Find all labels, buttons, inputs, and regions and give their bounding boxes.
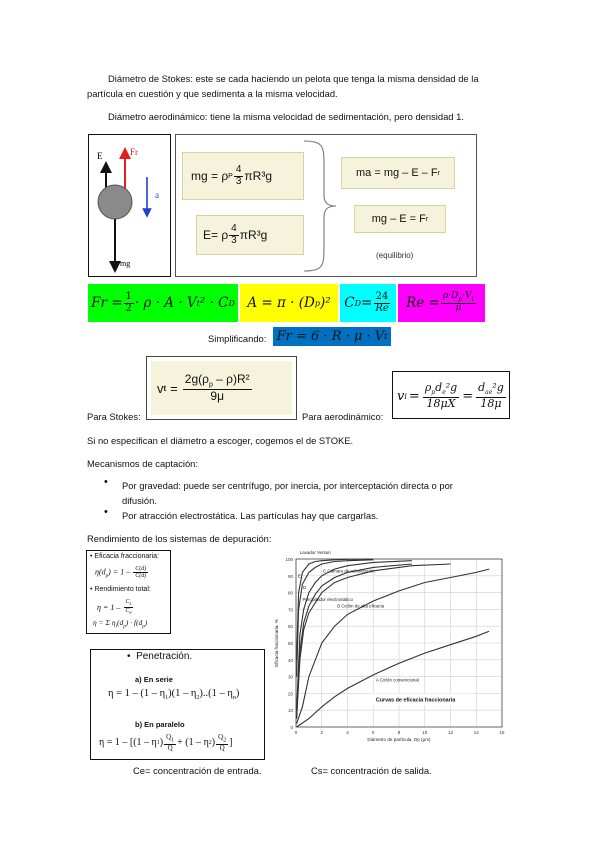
efficiency-sum-eq: η = Σ $\eta_i(d_p) \cdot f(d_p)$: [93, 618, 148, 630]
bullet-gravedad-cont: difusión.: [122, 495, 157, 506]
penetration-paralelo-label: b) En paralelo: [135, 720, 185, 729]
label-mg: mg: [120, 259, 131, 268]
paragraph-mecanismos: Mecanismos de captación:: [87, 458, 198, 469]
x-tick-label: 8: [397, 730, 401, 735]
particle-sphere: [98, 185, 132, 219]
paragraph-stokes-cont: partícula en cuestión y que sedimenta a la misma velocidad.: [87, 88, 338, 99]
simplificando-label: Simplificando:: [208, 333, 267, 344]
x-tick-label: 6: [371, 730, 375, 735]
penetration-box: [90, 649, 265, 760]
eq-weight: mg = ρ P $\frac{4}{3}$ πR³g: [182, 152, 304, 200]
label-E: E: [97, 151, 103, 161]
bullet-dot-1: •: [104, 476, 108, 488]
x-axis-label: Diámetro de partícula, Dp (μm): [367, 737, 431, 742]
x-tick-label: 12: [447, 730, 454, 735]
bullet-dot-2: •: [104, 506, 108, 518]
band-cd: C D = $\frac{24}{Re}$: [340, 284, 396, 322]
force-diagram: [88, 134, 171, 277]
penetration-paralelo-eq: η = 1 – [(1 – η 1 ) $\frac{Q_1}{Q}$ + (1 – η 2 ) $\frac{Q_2}{Q}$ ]: [99, 733, 233, 752]
force-diagram-svg: [89, 135, 172, 278]
y-tick-label: 20: [287, 691, 293, 697]
series-line: [297, 561, 412, 711]
cs-definition: Cs= concentración de salida.: [311, 765, 432, 776]
efficiency-fractional-eq: $\eta(d_p) = 1$ – $\frac{C(d)}{C(d)}$: [95, 566, 147, 580]
y-tick-label: 30: [287, 674, 293, 680]
y-tick-label: 70: [287, 607, 293, 613]
y-tick-label: 80: [287, 590, 293, 596]
paragraph-rendimiento: Rendimiento de los sistemas de depuración:: [87, 533, 272, 544]
series-label: Lavador Venturi: [299, 549, 331, 555]
x-tick-label: 2: [320, 730, 324, 735]
penetration-serie-eq: $\eta = 1 - (1 - \eta_1)(1 - \eta_2)..(1 - \eta_n)$: [108, 688, 240, 702]
x-tick-label: 0: [294, 730, 298, 735]
efficiency-fractional-label: • Eficacia fraccionaria:: [90, 553, 159, 560]
series-label: C Cámara de nebulización: [323, 568, 375, 574]
efficiency-box: [86, 550, 171, 634]
paragraph-stoke-default: Si no especifican el diámetro a escoger, cogemos el de STOKE.: [87, 435, 354, 446]
x-tick-label: 14: [473, 730, 479, 735]
para-aero-label: Para aerodinámico:: [302, 411, 384, 422]
penetration-title: • Penetración.: [127, 651, 193, 662]
para-stokes-label: Para Stokes:: [87, 411, 141, 422]
curly-brace: [294, 137, 344, 275]
paragraph-aerodinamico: Diámetro aerodinámico: tiene la misma velocidad de sedimentación, pero densidad 1.: [108, 111, 464, 122]
efficiency-total-label: • Rendimiento total:: [90, 586, 151, 593]
x-tick-label: 4: [346, 730, 349, 735]
series-label: Precipitador electrostático: [302, 597, 353, 602]
y-tick-label: 0: [290, 725, 293, 730]
x-tick-label: 16: [499, 730, 505, 735]
y-tick-label: 90: [287, 573, 293, 579]
y-tick-label: 100: [285, 557, 293, 562]
efficiency-chart: [272, 549, 514, 755]
efficiency-total-eq: η = 1 – $\frac{C_s}{C_e}$: [97, 599, 132, 617]
simplified-drag-formula: Fr = 6 · R · μ · V t: [273, 327, 391, 346]
bullet-gravedad: Por gravedad: puede ser centrífugo, por inercia, por interceptación directa o por: [122, 480, 453, 491]
series-label: B Ciclón de alta eficacia: [337, 603, 385, 609]
y-tick-label: 40: [287, 657, 293, 663]
stokes-formula-box: [146, 356, 297, 420]
series-label: D: [303, 585, 307, 591]
equilibrio-label: (equilibrio): [376, 251, 414, 260]
label-Fr: Fr: [130, 147, 139, 157]
y-tick-label: 10: [287, 708, 293, 714]
y-tick-label: 50: [287, 641, 293, 646]
x-tick-label: 10: [422, 730, 428, 735]
y-axis-label: Eficacia fraccionaria, %: [274, 619, 279, 667]
series-label: E: [297, 573, 301, 579]
aero-formula-box: [392, 371, 510, 419]
efficiency-chart-svg: [272, 549, 514, 755]
chart-title: Curvas de eficacia fraccionaria: [375, 697, 456, 704]
y-tick-label: 60: [287, 624, 293, 630]
band-area: A = π · (D p )²: [240, 284, 338, 322]
equations-box: [175, 134, 477, 277]
band-fr: Fr = $\frac{1}{2}$ · ρ · A · V t ² · C D: [88, 284, 238, 322]
series-label: A Ciclón convencional: [375, 677, 419, 683]
label-a: a: [155, 190, 159, 200]
eq-buoyancy: E= ρ $\frac{4}{3}$ πR³g: [196, 215, 304, 255]
stokes-formula: v t = $\frac{2g(\rho_p - \rho)R^2}{9\mu}$: [151, 361, 292, 415]
bullet-electrostatica: Por atracción electrostática. Las partículas hay que cargarlas.: [122, 510, 379, 521]
ce-definition: Ce= concentración de entrada.: [133, 765, 262, 776]
eq-equilibrium: mg – E = F r: [354, 205, 446, 233]
paragraph-stokes: Diámetro de Stokes: este se cada haciendo un pelota que tenga la misma densidad de la: [108, 73, 479, 84]
penetration-serie-label: a) En serie: [135, 675, 173, 684]
band-re: Re = $\frac{\rho\cdot D_p\cdot V_t}{\mu}$: [398, 284, 485, 322]
eq-newton: ma = mg – E – F r: [341, 157, 455, 189]
aero-formula: v i = $\frac{\rho_pd_e^2g}{18\mu X}$ = $\frac{d_{ae}^2g}{18\mu}$: [397, 381, 504, 410]
